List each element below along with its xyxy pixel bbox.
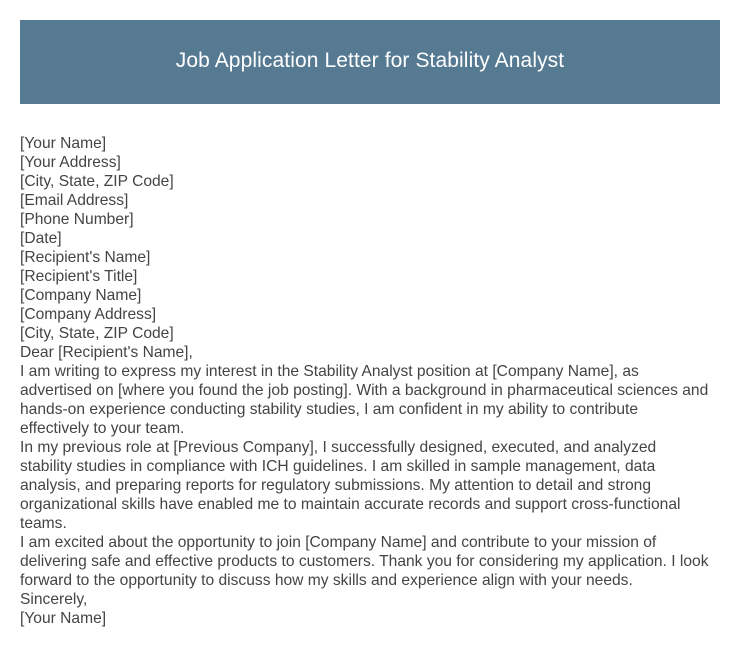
- paragraph-intro: I am writing to express my interest in the Stability Analyst position at [Company Name], as advertised on [where you found the job posting]. With a background in pharmaceutical sciences and hands-on experience conducting stability studies, I am confident in my ability to contribute effectively to your team.: [20, 363, 709, 437]
- recipient-address: [Company Address]: [20, 306, 157, 323]
- sender-city-state-zip: [City, State, ZIP Code]: [20, 173, 174, 190]
- sender-name: [Your Name]: [20, 135, 107, 152]
- salutation: Dear [Recipient's Name],: [20, 344, 193, 361]
- recipient-city-state-zip: [City, State, ZIP Code]: [20, 325, 174, 342]
- letter-date: [Date]: [20, 230, 62, 247]
- recipient-name: [Recipient's Name]: [20, 249, 151, 266]
- paragraph-closing: I am excited about the opportunity to join [Company Name] and contribute to your mission of delivering safe and effective products to customers. Thank you for considering my application. I look forward to the opportunity to discuss how my skills and experience align with your needs.: [20, 534, 709, 589]
- letter-body: [20, 134, 720, 628]
- sender-phone: [Phone Number]: [20, 211, 134, 228]
- page-title: Job Application Letter for Stability Analyst: [175, 49, 565, 72]
- sender-address: [Your Address]: [20, 154, 121, 171]
- paragraph-experience: In my previous role at [Previous Company], I successfully designed, executed, and analyzed stability studies in compliance with ICH guidelines. I am skilled in sample management, data analysis, and preparing reports for regulatory submissions. My attention to detail and strong organizational skills have enabled me to maintain accurate records and support cross-functional teams.: [20, 439, 681, 532]
- sender-email: [Email Address]: [20, 192, 129, 209]
- recipient-title: [Recipient's Title]: [20, 268, 138, 285]
- recipient-company: [Company Name]: [20, 287, 142, 304]
- signature: [Your Name]: [20, 610, 107, 627]
- page-header: [20, 20, 720, 104]
- closing: Sincerely,: [20, 591, 88, 608]
